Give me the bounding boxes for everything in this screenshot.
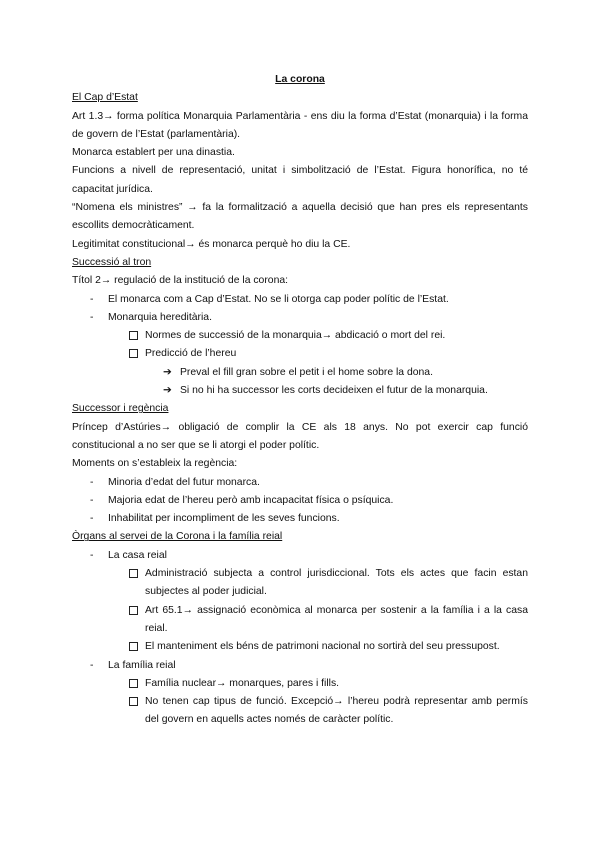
dash-list-item: - El monarca com a Cap d’Estat. No se li otorga cap poder polític de l’Estat. [72, 291, 528, 309]
checkbox-item-text: Família nuclear→ monarques, pares i fills. [145, 677, 340, 689]
checkbox-list-item [72, 675, 528, 693]
arrow-icon: ➔ [163, 366, 172, 378]
dash-list-item: - La família reial [72, 657, 528, 675]
section-heading-successio: Successió al tron [72, 256, 152, 268]
checkbox-list-item [72, 327, 528, 345]
dash-list-item: - Inhabilitat per incompliment de les seves funcions. [72, 510, 528, 528]
checkbox-item-text: Normes de successió de la monarquia→ abdicació o mort del rei. [145, 330, 446, 342]
arrow-item-text: Preval el fill gran sobre el petit i el home sobre la dona. [180, 366, 433, 378]
checkbox-icon [129, 642, 138, 651]
checkbox-list-item [72, 693, 528, 730]
section-heading-successor-regencia: Successor i regència [72, 403, 169, 415]
section-heading-organs: Òrgans al servei de la Corona i la família reial [72, 531, 283, 543]
dash-list-item: - Minoria d’edat del futur monarca. [72, 474, 528, 492]
paragraph: Legitimitat constitucional→ és monarca perquè ho diu la CE. [72, 238, 351, 250]
arrow-icon: ➔ [163, 385, 172, 397]
checkbox-icon [129, 349, 138, 358]
dash-list-item: - Monarquia hereditària. [72, 309, 528, 327]
dash-list-item: - La casa reial [72, 547, 528, 565]
checkbox-icon [129, 606, 138, 615]
checkbox-icon [129, 331, 138, 340]
checkbox-item-text: El manteniment els béns de patrimoni nacional no sortirà del seu pressupost. [145, 641, 500, 653]
section-heading-cap-estat: El Cap d’Estat [72, 92, 138, 104]
arrow-list-item [72, 364, 528, 382]
arrow-item-text: Si no hi ha successor les corts decideixen el futur de la monarquia. [180, 385, 488, 397]
checkbox-item-text: Predicció de l’hereu [145, 348, 237, 360]
checkbox-item-text: Administració subjecta a control jurisdiccional. Tots els actes que facin estan subjectes al poder judicial. [145, 568, 528, 598]
checkbox-list-item [72, 565, 528, 602]
paragraph: Títol 2→ regulació de la institució de la corona: [72, 275, 289, 287]
dash-list-item: - Majoria edat de l’hereu però amb incapacitat física o psíquica. [72, 492, 528, 510]
paragraph: Art 1.3→ forma política Monarquia Parlamentària - ens diu la forma d’Estat (monarquia) i la forma de govern de l’Estat (parlamentària). [72, 110, 528, 140]
arrow-list-item [72, 382, 528, 400]
checkbox-item-text: No tenen cap tipus de funció. Excepció→ l’hereu podrà representar amb permís del govern en aquells actes només de caràcter polític. [145, 696, 528, 726]
paragraph: Monarca establert per una dinastia. [72, 147, 235, 159]
checkbox-icon [129, 569, 138, 578]
paragraph: Príncep d’Astúries→ obligació de complir la CE als 18 anys. No pot exercir cap funció constitucional a no ser que se li atorgi el poder polític. [72, 421, 528, 451]
paragraph: Funcions a nivell de representació, unitat i simbolització de l’Estat. Figura honorífica, no té capacitat jurídica. [72, 165, 528, 195]
document-page [72, 71, 528, 730]
checkbox-list-item [72, 638, 528, 656]
paragraph: “Nomena els ministres” → fa la formalització a aquella decisió que han pres els representants escollits democràticament. [72, 202, 528, 232]
checkbox-item-text: Art 65.1→ assignació econòmica al monarca per sostenir a la família i a la casa reial. [145, 604, 528, 634]
paragraph: Moments on s’estableix la regència: [72, 458, 238, 470]
document-title: La corona [275, 74, 325, 85]
checkbox-icon [129, 679, 138, 688]
checkbox-list-item [72, 345, 528, 363]
checkbox-icon [129, 697, 138, 706]
checkbox-list-item [72, 602, 528, 639]
